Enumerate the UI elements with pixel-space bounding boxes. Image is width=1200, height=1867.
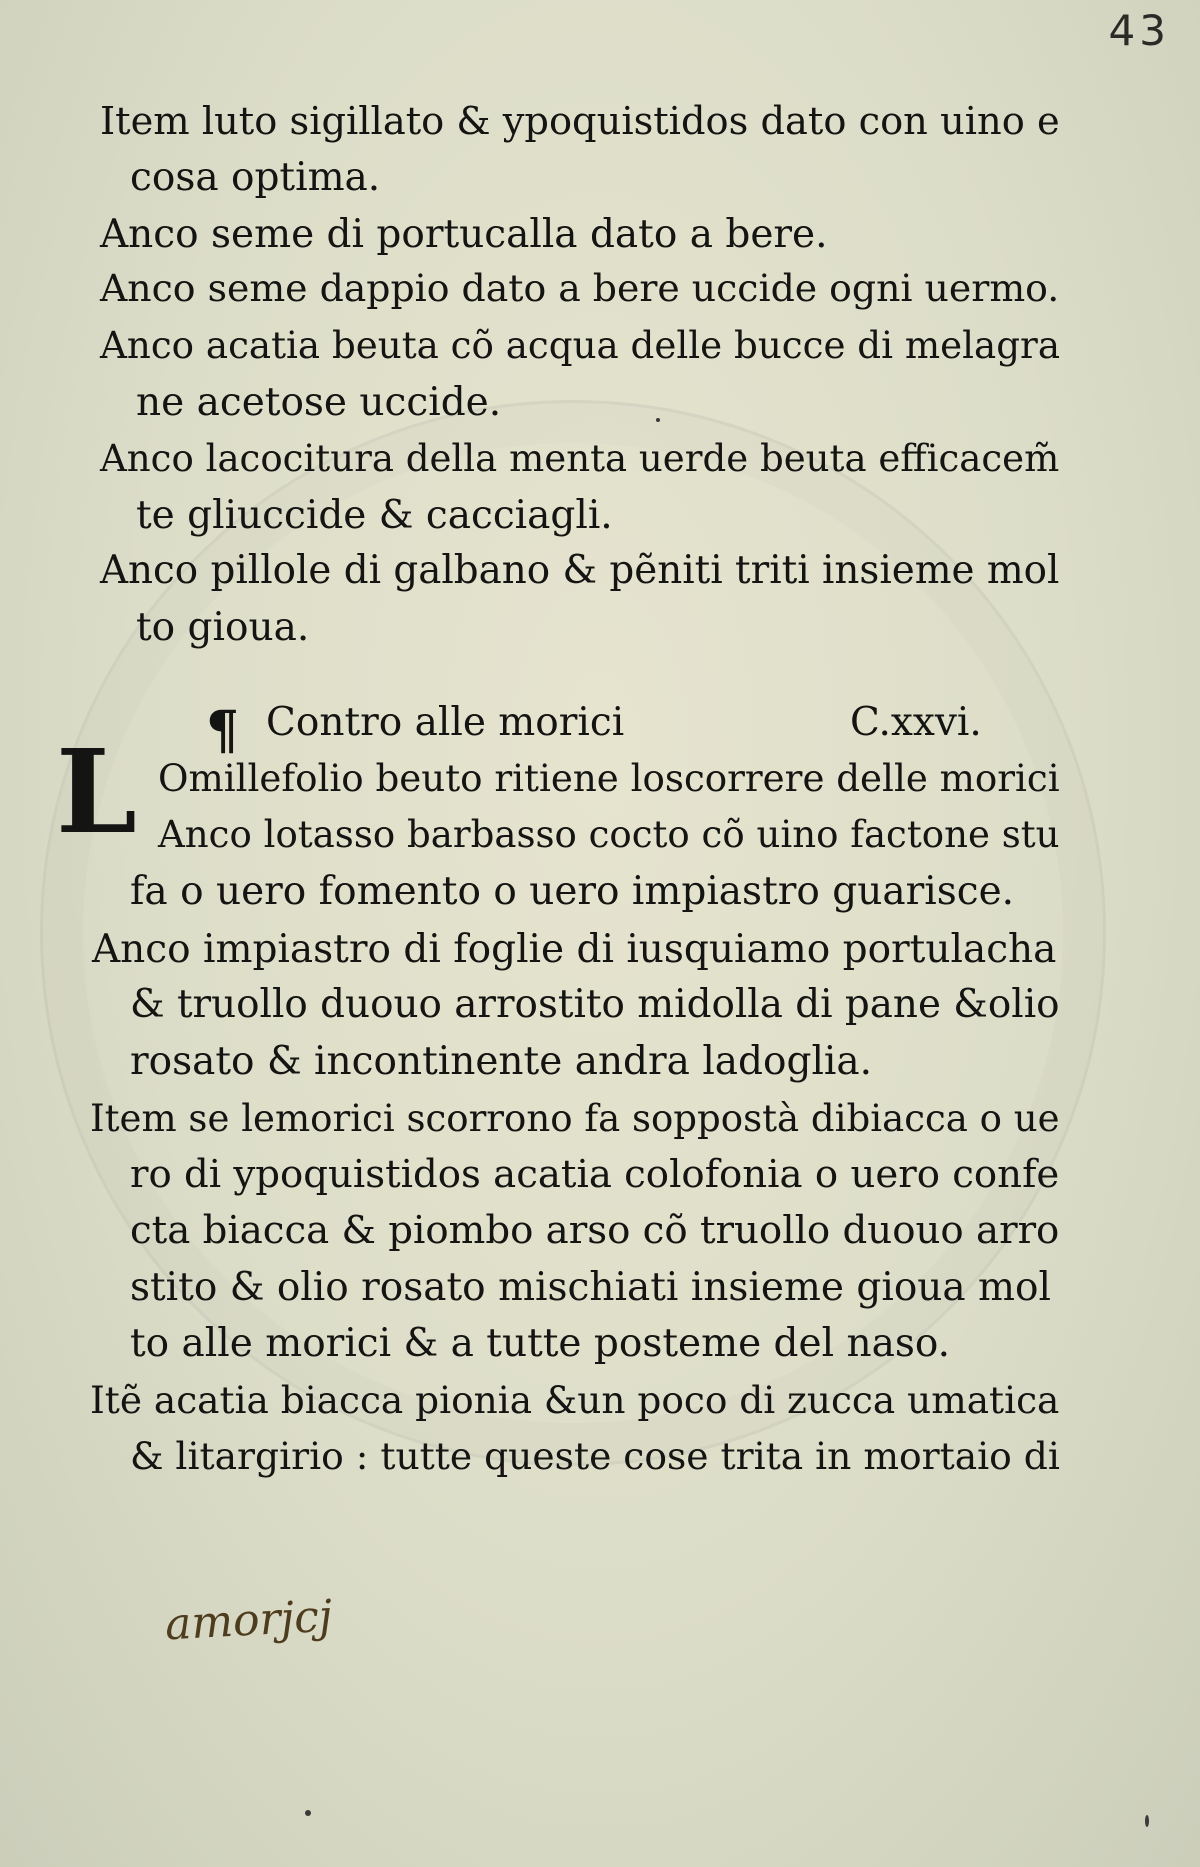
text-line: stito & olio rosato mischiati insieme gioua mol (130, 1265, 1051, 1310)
ink-speck (1145, 1815, 1149, 1827)
handwritten-annotation: amorjcj (163, 1590, 334, 1651)
text-line: Item se lemorici scorrono fa soppostà dibiacca o ue (90, 1097, 1060, 1140)
text-line: cosa optima. (130, 155, 381, 200)
text-line: rosato & incontinente andra ladoglia. (130, 1039, 873, 1084)
page-number: 43 (1108, 6, 1170, 55)
text-line: Itẽ acatia biacca pionia &un poco di zucca umatica (90, 1378, 1060, 1422)
text-line: ne acetose uccide. (136, 380, 502, 425)
text-line: & litargirio : tutte queste cose trita in mortaio di (130, 1434, 1060, 1478)
text-line: te gliuccide & cacciagli. (136, 493, 613, 538)
text-line: to alle morici & a tutte posteme del naso. (130, 1321, 951, 1366)
text-line: ro di ypoquistidos acatia colofonia o uero confe (130, 1152, 1060, 1197)
text-line: & truollo duouo arrostito midolla di pane &olio (130, 982, 1060, 1027)
paragraph-mark: ¶ (206, 700, 240, 761)
text-line: cta biacca & piombo arso cõ truollo duouo arro (130, 1208, 1060, 1253)
ink-speck (305, 1810, 311, 1816)
chapter-heading: Contro alle morici (266, 700, 625, 745)
text-line: Anco pillole di galbano & pẽniti triti insieme mol (100, 548, 1060, 593)
text-line: Anco lacocitura della menta uerde beuta efficacem̃ (100, 437, 1060, 480)
text-line: Anco impiastro di foglie di iusquiamo portulacha (92, 927, 1057, 972)
text-line: Anco acatia beuta cõ acqua delle bucce di melagra (100, 323, 1060, 367)
chapter-number: C.xxvi. (850, 700, 982, 745)
ink-speck (656, 418, 660, 422)
text-line: Item luto sigillato & ypoquistidos dato con uino e (100, 99, 1060, 144)
text-line: fa o uero fomento o uero impiastro guarisce. (130, 869, 1015, 914)
text-line: Anco seme di portucalla dato a bere. (100, 212, 828, 257)
text-line: to gioua. (136, 605, 310, 650)
text-line: Anco lotasso barbasso cocto cõ uino factone stu (158, 813, 1060, 856)
text-line: Anco seme dappio dato a bere uccide ogni uermo. (100, 266, 1060, 310)
initial-capital: L (56, 725, 137, 860)
text-line: Omillefolio beuto ritiene loscorrere delle morici (158, 756, 1060, 800)
